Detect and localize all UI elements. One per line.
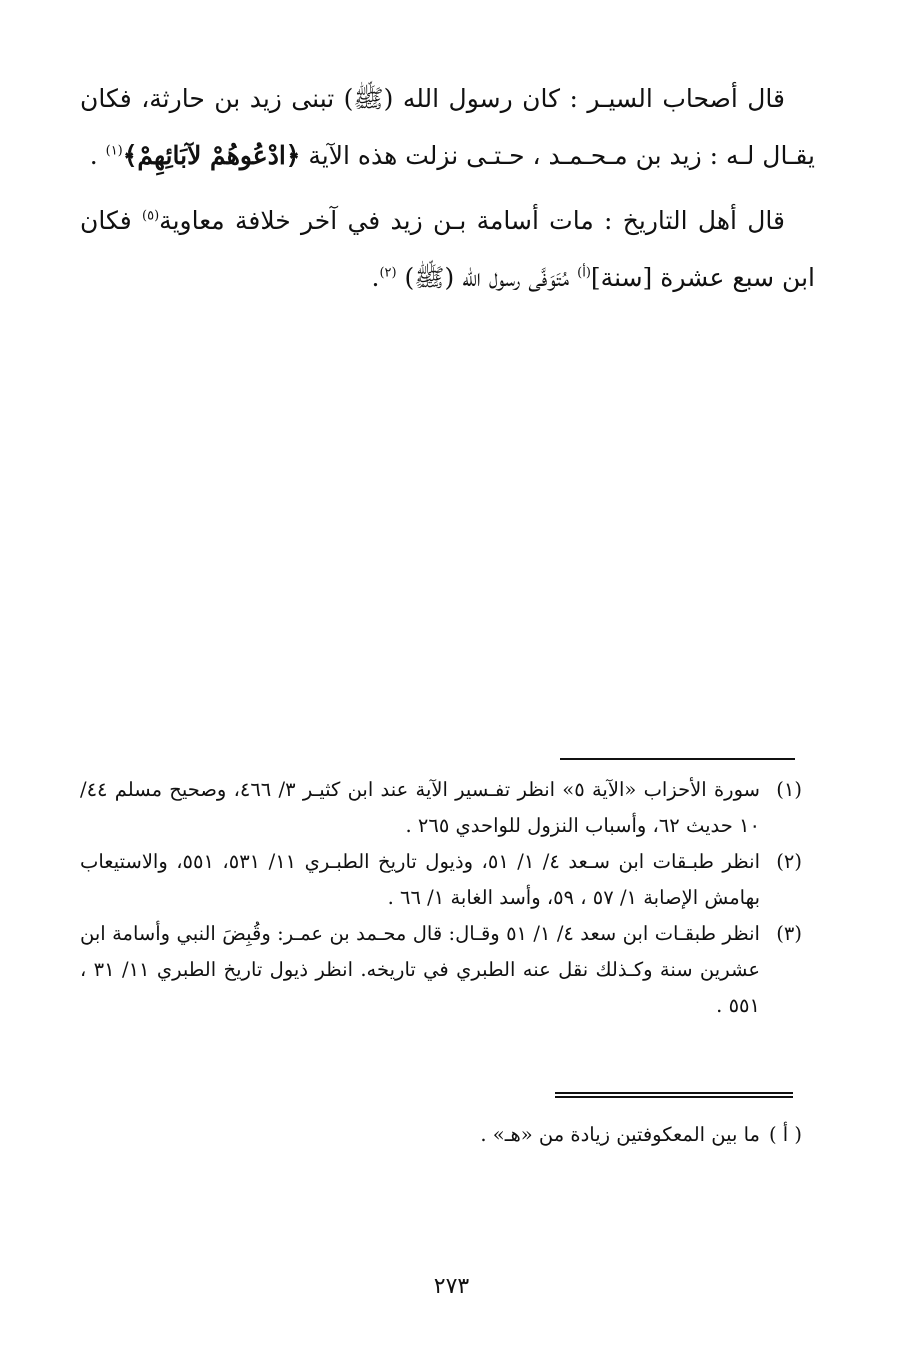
- variant-note-text: ما بين المعكوفتين زيادة من «هـ» .: [480, 1123, 760, 1146]
- footnote-3: [80, 916, 802, 1024]
- variant-ref-a: (أ): [577, 265, 591, 281]
- footnote-text: انظر طبـقات ابن سـعد ٤/ ١/ ٥١، وذيول تاريخ الطبـري ١١/ ٥٣١، ٥٥١، والاستيعاب بهامش الإصابة ١/ ٥٧ ، ٥٩، وأسد الغابة ١/ ٦٦ .: [80, 850, 760, 909]
- footnote-text: سورة الأحزاب «الآية ٥» انظر تفـسير الآية عند ابن كثيـر ٣/ ٤٦٦، وصحيح مسلم ٤٤/ ١٠ حديث ٦٢، وأسباب النزول للواحدي ٢٦٥ .: [80, 778, 760, 837]
- paragraph-2-text-3: مُتَوَفَّى رسول الله (ﷺ): [396, 263, 578, 292]
- footnote-number: (٢): [776, 850, 802, 873]
- quran-verse: ﴿ادْعُوهُمْ لآبَائِهِمْ﴾: [122, 141, 301, 170]
- footnote-number: (١): [776, 778, 802, 801]
- footnote-ref-5: (٥): [142, 208, 160, 224]
- variant-note-a: [80, 1117, 802, 1153]
- footnote-1: [80, 772, 802, 844]
- paragraph-2-text-2: فكان ابن سبع عشرة [سنة]: [80, 206, 815, 292]
- variant-note-number: ( أ ): [768, 1123, 802, 1146]
- footnote-text: انظر طبقـات ابن سعد ٤/ ١/ ٥١ وقـال: قال محـمد بن عمـر: وقُبِضَ النبي وأسامة ابن عشرين سنة وكـذلك نقل عنه الطبري في تاريخه. انظر ذيول تاريخ الطبري ١١/ ٣١ ، ٥٥١ .: [80, 922, 760, 1017]
- variant-notes: [80, 1117, 802, 1153]
- page-number: ٢٧٣: [433, 1274, 470, 1299]
- paragraph-1-text: قال أصحاب السيـر : كان رسول الله (ﷺ) تبنى زيد بن حارثة، فكان يقـال لـه : زيد بن مـحـمـد ، حـتـى نزلت هذه الآية: [80, 84, 815, 170]
- main-text: [80, 70, 815, 314]
- footnote-separator: [560, 758, 795, 760]
- variants-separator: [555, 1092, 793, 1098]
- paragraph-2-end: .: [371, 263, 380, 292]
- footnote-ref-1: (١): [105, 143, 123, 159]
- footnote-ref-2: (٢): [379, 265, 397, 281]
- paragraph-1: [80, 70, 815, 184]
- paragraph-2: [80, 192, 815, 306]
- footnotes: [80, 772, 802, 1024]
- footnote-number: (٣): [776, 922, 802, 945]
- paragraph-2-text-1: قال أهل التاريخ : مات أسامة بـن زيد في آخر خلافة معاوية: [159, 206, 785, 235]
- footnote-2: [80, 844, 802, 916]
- paragraph-1-end: .: [89, 141, 106, 170]
